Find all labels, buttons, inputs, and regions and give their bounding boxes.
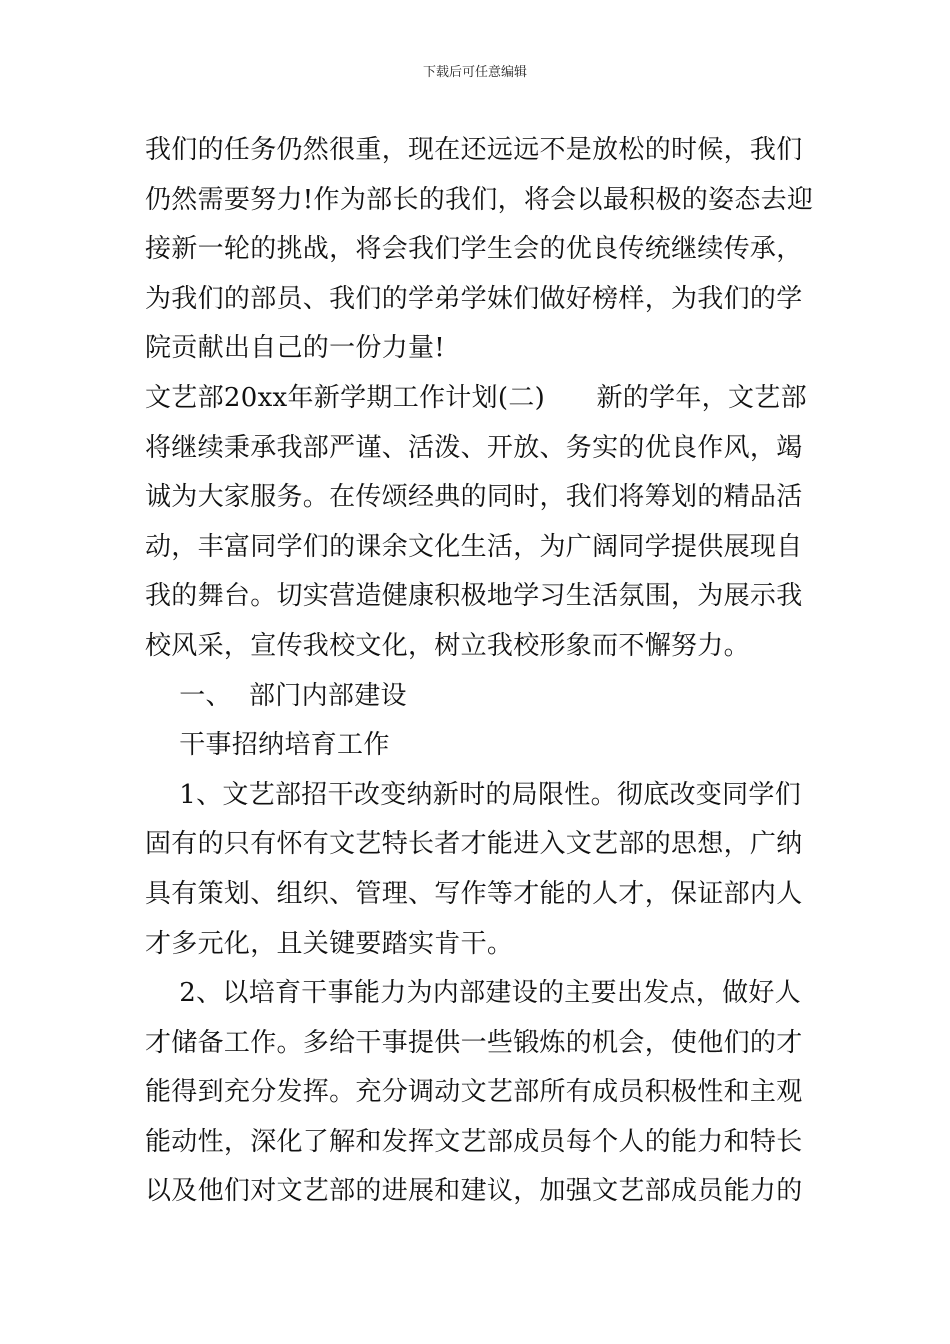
text-line: 院贡献出自己的一份力量! <box>145 333 446 364</box>
text-line: 才多元化，且关键要踏实肯干。 <box>145 928 514 959</box>
text-line: 动，丰富同学们的课余文化生活，为广阔同学提供展现自 <box>145 531 803 562</box>
text-line: 具有策划、组织、管理、写作等才能的人才，保证部内人 <box>145 878 803 909</box>
text-line: 固有的只有怀有文艺特长者才能进入文艺部的思想，广纳 <box>145 829 803 860</box>
text-line: 将继续秉承我部严谨、活泼、开放、务实的优良作风，竭 <box>145 432 803 463</box>
text-line: 1、文艺部招干改变纳新时的局限性。彻底改变同学们 <box>145 779 802 810</box>
text-line: 能得到充分发挥。充分调动文艺部所有成员积极性和主观 <box>145 1077 803 1108</box>
text-line: 2、以培育干事能力为内部建设的主要出发点，做好人 <box>145 978 802 1009</box>
text-line: 为我们的部员、我们的学弟学妹们做好榜样，为我们的学 <box>145 283 803 314</box>
text-line: 校风采，宣传我校文化，树立我校形象而不懈努力。 <box>145 630 750 661</box>
text-line: 仍然需要努力!作为部长的我们，将会以最积极的姿态去迎 <box>145 184 814 215</box>
heading-line: 一、 部门内部建设 <box>145 680 407 711</box>
text-line: 我的舞台。切实营造健康积极地学习生活氛围，为展示我 <box>145 581 803 612</box>
section-title-line: 文艺部20xx年新学期工作计划(二) 新的学年，文艺部 <box>145 382 807 413</box>
text-line: 才储备工作。多给干事提供一些锻炼的机会，使他们的才 <box>145 1027 803 1058</box>
text-line: 以及他们对文艺部的进展和建议，加强文艺部成员能力的 <box>145 1176 803 1207</box>
text-line: 诚为大家服务。在传颂经典的同时，我们将筹划的精品活 <box>145 482 803 513</box>
text-line: 能动性，深化了解和发挥文艺部成员每个人的能力和特长 <box>145 1126 803 1157</box>
text-line: 接新一轮的挑战，将会我们学生会的优良传统继续传承， <box>145 234 803 265</box>
text-line: 我们的任务仍然很重，现在还远远不是放松的时候，我们 <box>145 135 803 165</box>
subheading-line: 干事招纳培育工作 <box>145 730 390 761</box>
document-body <box>145 126 814 1217</box>
page-header-note: 下载后可任意编辑 <box>422 65 527 80</box>
